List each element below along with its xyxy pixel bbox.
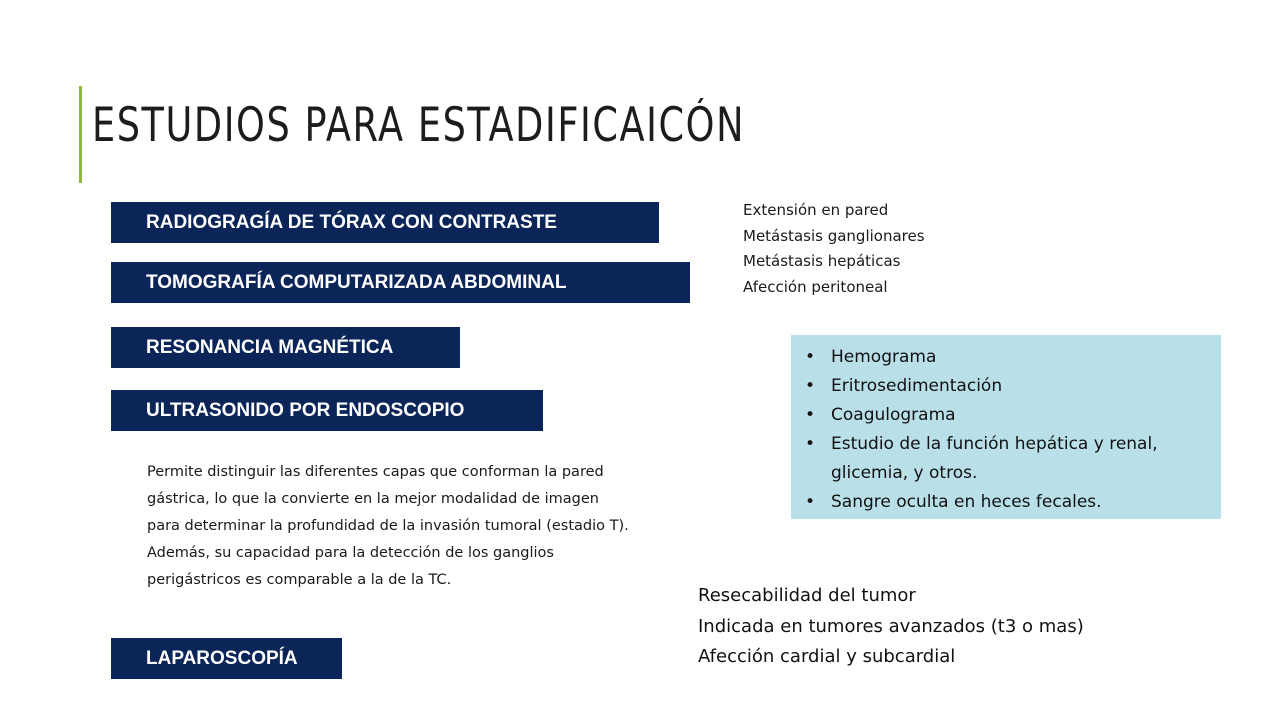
list-item: Resecabilidad del tumor [698, 585, 916, 606]
study-box-chest-xray [111, 202, 659, 243]
text-line: gástrica, lo que la convierte en la mejor modalidad de imagen [147, 491, 599, 507]
study-box-laparoscopy [111, 638, 342, 679]
text-line: Además, su capacidad para la detección de los ganglios [147, 545, 554, 561]
list-item: Afección cardial y subcardial [698, 646, 956, 667]
list-item: Extensión en pared [743, 201, 889, 219]
list-item: • Coagulograma [805, 401, 1211, 430]
study-label: RADIOGRAGÍA DE TÓRAX CON CONTRASTE [146, 212, 557, 233]
ct-findings-list [743, 198, 925, 300]
list-item: Afección peritoneal [743, 277, 888, 296]
study-box-mri [111, 327, 460, 368]
list-item: • Estudio de la función hepática y renal, glicemia, y otros. [805, 430, 1211, 488]
list-item: • Eritrosedimentación [805, 372, 1211, 401]
eus-description [147, 459, 747, 594]
text-line: perigástricos es comparable a la de la TC. [147, 572, 452, 588]
laparoscopy-notes-list [698, 581, 1084, 673]
text-line: Permite distinguir las diferentes capas que conforman la pared [147, 464, 604, 480]
list-item: Metástasis hepáticas [743, 252, 901, 270]
study-box-ct-abdominal [111, 262, 690, 303]
text-line: para determinar la profundidad de la invasión tumoral (estadio T). [147, 518, 629, 534]
study-label: RESONANCIA MAGNÉTICA [146, 337, 394, 358]
list-item: Metástasis ganglionares [743, 226, 925, 245]
list-item: • Hemograma [805, 343, 1211, 372]
study-label: TOMOGRAFÍA COMPUTARIZADA ABDOMINAL [146, 272, 567, 293]
lab-tests-box [791, 335, 1221, 519]
study-box-endoscopic-ultrasound [111, 390, 543, 431]
study-label: LAPAROSCOPÍA [146, 648, 298, 669]
lab-tests-list [805, 343, 1211, 517]
list-item: • Sangre oculta en heces fecales. [805, 488, 1211, 517]
study-label: ULTRASONIDO POR ENDOSCOPIO [146, 400, 465, 421]
slide-title: ESTUDIOS PARA ESTADIFICAICÓN [92, 98, 746, 153]
title-accent-bar [79, 86, 82, 183]
list-item: Indicada en tumores avanzados (t3 o mas) [698, 615, 1084, 637]
